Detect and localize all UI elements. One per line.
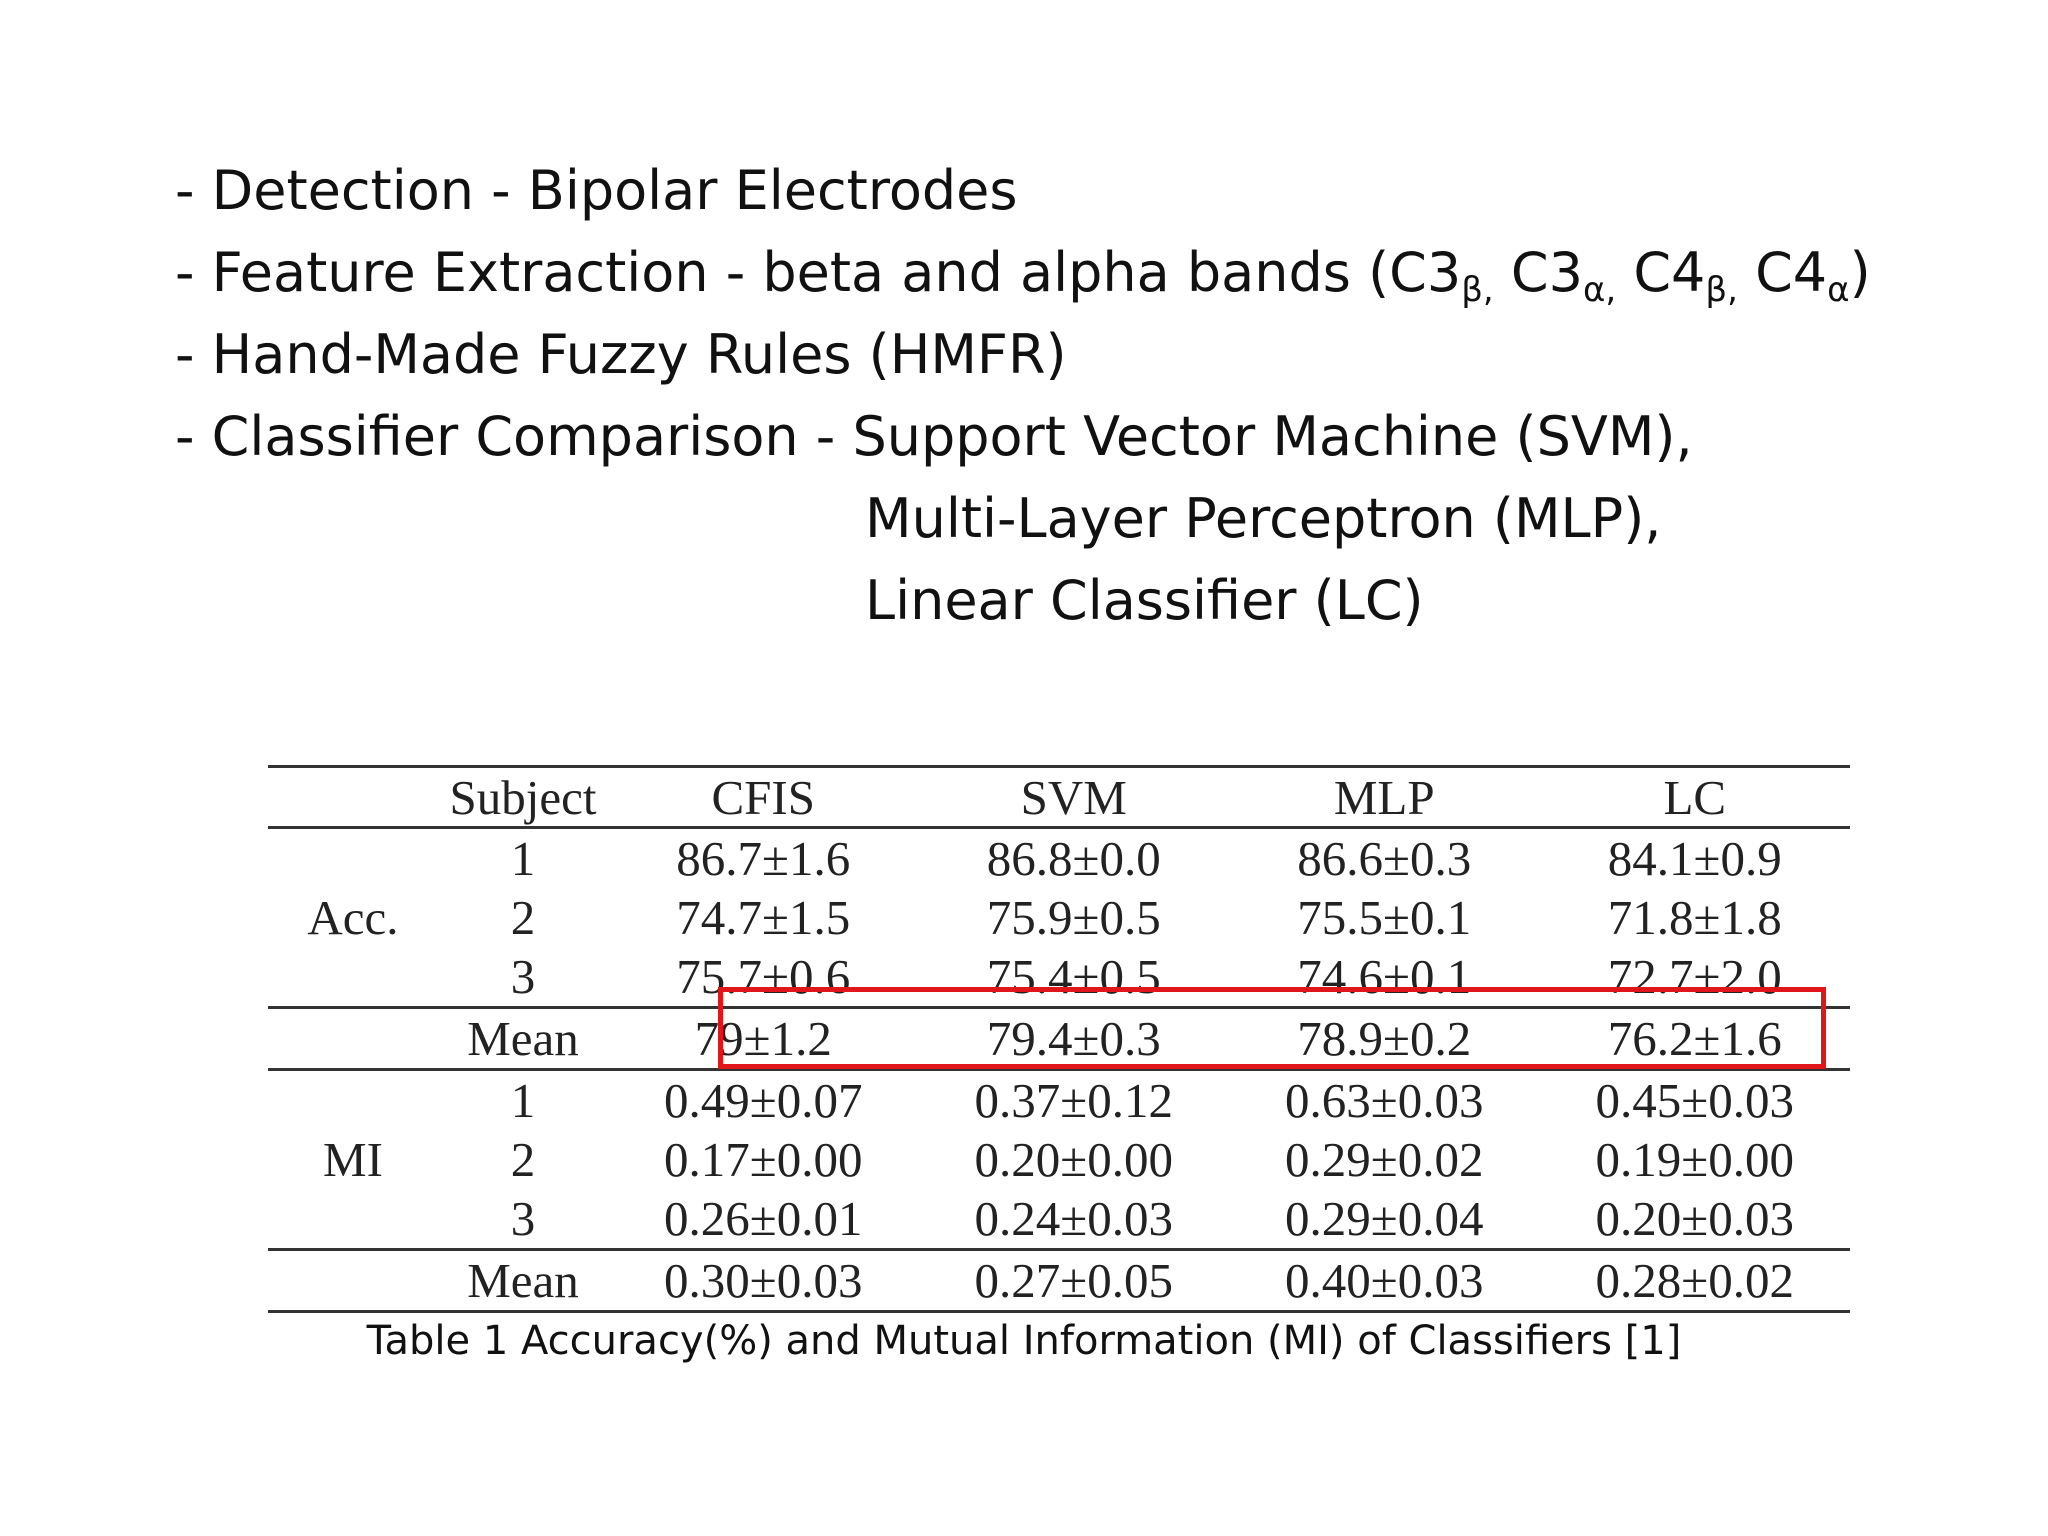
- table-row: [268, 947, 1850, 1008]
- lc-mean-cell: 0.28±0.02: [1540, 1250, 1851, 1312]
- lc-cell: 71.8±1.8: [1607, 890, 1782, 945]
- header-metric: [268, 767, 438, 828]
- cfis-cell: 74.7±1.5: [676, 890, 851, 945]
- c3-label-2: C3: [1493, 241, 1583, 304]
- beta-subscript-2: β,: [1705, 270, 1738, 310]
- header-svm: SVM: [919, 767, 1230, 828]
- bullet-lc: Linear Classifier (LC): [865, 569, 1424, 632]
- mlp-mean-cell: 78.9±0.2: [1229, 1008, 1540, 1070]
- mi-mean-row: [268, 1250, 1850, 1312]
- cfis-cell: 0.17±0.00: [664, 1132, 863, 1187]
- mlp-cell: 0.29±0.02: [1285, 1132, 1484, 1187]
- acc-label: Acc.: [307, 890, 399, 945]
- lc-cell: 84.1±0.9: [1607, 831, 1782, 886]
- svm-mean-cell: 79.4±0.3: [919, 1008, 1230, 1070]
- lc-cell: 0.19±0.00: [1595, 1132, 1794, 1187]
- header-cfis: CFIS: [608, 767, 919, 828]
- mlp-cell: 0.29±0.04: [1285, 1191, 1484, 1246]
- lc-cell: 0.20±0.03: [1595, 1191, 1794, 1246]
- svm-cell: 75.4±0.5: [986, 949, 1161, 1004]
- bullet-classifier-comparison: - Classifier Comparison - Support Vector Machine (SVM),: [175, 405, 1693, 468]
- acc-mean-row: [268, 1008, 1850, 1070]
- table-row: [268, 828, 1850, 889]
- mlp-cell: 0.63±0.03: [1229, 1070, 1540, 1131]
- table-row: [268, 1070, 1850, 1131]
- lc-cell: 72.7±2.0: [1607, 949, 1782, 1004]
- mlp-cell: 86.6±0.3: [1297, 831, 1472, 886]
- results-table: [268, 765, 1850, 1313]
- table-row: [268, 888, 1850, 947]
- cfis-cell: 0.26±0.01: [664, 1191, 863, 1246]
- svm-cell: 86.8±0.0: [986, 831, 1161, 886]
- bullet-detection: - Detection - Bipolar Electrodes: [175, 159, 1018, 222]
- cfis-cell: 75.7±0.6: [676, 949, 851, 1004]
- alpha-subscript: α,: [1582, 270, 1617, 310]
- close-paren: ): [1849, 241, 1871, 304]
- results-table-wrap: [268, 765, 1850, 1313]
- mean-metric-empty: [268, 1008, 438, 1070]
- bullet-list: [175, 150, 1995, 642]
- mean-label: Mean: [438, 1250, 608, 1312]
- c4-label: C4: [1616, 241, 1706, 304]
- table-row: [268, 1189, 1850, 1250]
- table-row: [268, 1130, 1850, 1189]
- mlp-cell: 74.6±0.1: [1297, 949, 1472, 1004]
- beta-subscript: β,: [1461, 270, 1494, 310]
- subject-cell: 1: [438, 1070, 608, 1131]
- subject-cell: 2: [510, 1132, 536, 1187]
- cfis-cell: 0.49±0.07: [608, 1070, 919, 1131]
- header-lc: LC: [1540, 767, 1851, 828]
- cfis-cell: 86.7±1.6: [676, 831, 851, 886]
- bullet-feature-extraction: [175, 232, 1995, 314]
- mi-label: MI: [268, 1070, 438, 1250]
- subject-cell: 1: [510, 831, 536, 886]
- svm-cell: 75.9±0.5: [986, 890, 1161, 945]
- svm-cell: 0.24±0.03: [974, 1191, 1173, 1246]
- subject-cell: 3: [510, 949, 536, 1004]
- table-header-row: [268, 767, 1850, 828]
- svm-cell: 0.37±0.12: [919, 1070, 1230, 1131]
- mlp-cell: 75.5±0.1: [1297, 890, 1472, 945]
- lc-cell: 0.45±0.03: [1540, 1070, 1851, 1131]
- bullet-feature-text: - Feature Extraction - beta and alpha bands (: [175, 241, 1390, 304]
- cfis-mean-cell: 79±1.2: [608, 1008, 919, 1070]
- mlp-mean-cell: 0.40±0.03: [1229, 1250, 1540, 1312]
- header-subject: Subject: [438, 767, 608, 828]
- table-caption: Table 1 Accuracy(%) and Mutual Information (MI) of Classifiers [1]: [366, 1318, 1682, 1364]
- alpha-subscript-2: α: [1827, 270, 1850, 310]
- cfis-mean-cell: 0.30±0.03: [608, 1250, 919, 1312]
- header-mlp: MLP: [1229, 767, 1540, 828]
- mean-label: Mean: [438, 1008, 608, 1070]
- svm-mean-cell: 0.27±0.05: [919, 1250, 1230, 1312]
- bullet-fuzzy-rules: - Hand-Made Fuzzy Rules (HMFR): [175, 323, 1067, 386]
- svm-cell: 0.20±0.00: [974, 1132, 1173, 1187]
- bullet-mlp: Multi-Layer Perceptron (MLP),: [865, 487, 1662, 550]
- mean-metric-empty: [268, 1250, 438, 1312]
- c3-label: C3: [1389, 241, 1462, 304]
- lc-mean-cell: 76.2±1.6: [1540, 1008, 1851, 1070]
- c4-label-2: C4: [1737, 241, 1828, 304]
- subject-cell: 2: [510, 890, 536, 945]
- subject-cell: 3: [510, 1191, 536, 1246]
